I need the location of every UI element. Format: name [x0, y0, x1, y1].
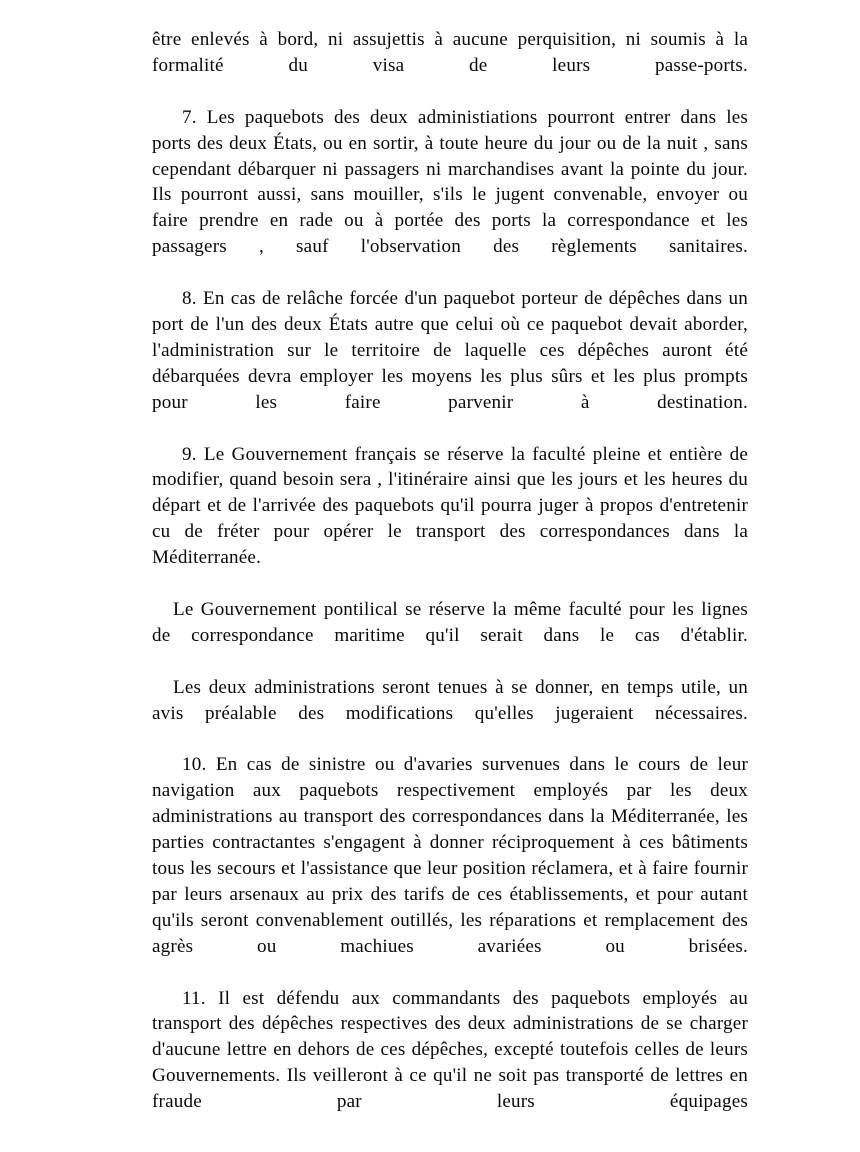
paragraph-continuation: être enlevés à bord, ni assujettis à aucune perquisition, ni soumis à la formalité du visa de leurs passe-ports. [152, 29, 748, 76]
paragraph-article-7: 7. Les paquebots des deux administiations pourront entrer dans les ports des deux États, ou en sortir, à toute heure du jour ou de la nuit , sans cependant débarquer ni passagers ni marchandises avant la pointe du jour. Ils pourront aussi, sans mouiller, s'ils le jugent convenable, envoyer ou faire prendre en rade ou à portée des ports la correspondance et les passagers , sauf l'observation des règlements sanitaires. [152, 106, 748, 258]
paragraph-article-9: 9. Le Gouvernement français se réserve la faculté pleine et entière de modifier, quand besoin sera , l'itinéraire ainsi que les jours et les heures du départ et de l'arrivée des paquebots qu'il pourra juger à propos d'entretenir cu de fréter pour opérer le transport des correspondances dans la Méditerranée. [152, 443, 748, 569]
paragraph-article-9-sub-2: Les deux administrations seront tenues à se donner, en temps utile, un avis préalable des modifications qu'elles jugeraient nécessaires. [152, 676, 748, 724]
text-column [152, 27, 748, 1141]
paragraph-article-9-sub-1: Le Gouvernement pontilical se réserve la même faculté pour les lignes de correspondance maritime qu'il serait dans le cas d'établir. [152, 598, 748, 646]
paragraph-article-8: 8. En cas de relâche forcée d'un paquebot porteur de dépêches dans un port de l'un des deux États autre que celui où ce paquebot devait aborder, l'administration sur le territoire de laquelle ces dépêches auront été débarquées devra employer les moyens les plus sûrs et les plus prompts pour les faire parvenir à destination. [152, 288, 748, 413]
paragraph-article-10: 10. En cas de sinistre ou d'avaries survenues dans le cours de leur navigation aux paquebots respectivement employés par les deux administrations au transport des correspondances dans la Méditerranée, les parties contractantes s'engagent à donner réciproquement à ces bâtiments tous les secours et l'assistance que leur position réclamera, et à faire fournir par leurs arsenaux au prix des tarifs de ces établissements, et pour autant qu'ils seront convenablement outillés, les réparations et remplacement des agrès ou machiues avariées ou brisées. [152, 754, 748, 957]
paragraph-article-11: 11. Il est défendu aux commandants des paquebots employés au transport des dépêches respectives des deux administrations de se charger d'aucune lettre en dehors de ces dépêches, excepté toutefois celles de leurs Gouvernements. Ils veilleront à ce qu'il ne soit pas transporté de lettres en fraude par leurs équipages [152, 987, 748, 1113]
